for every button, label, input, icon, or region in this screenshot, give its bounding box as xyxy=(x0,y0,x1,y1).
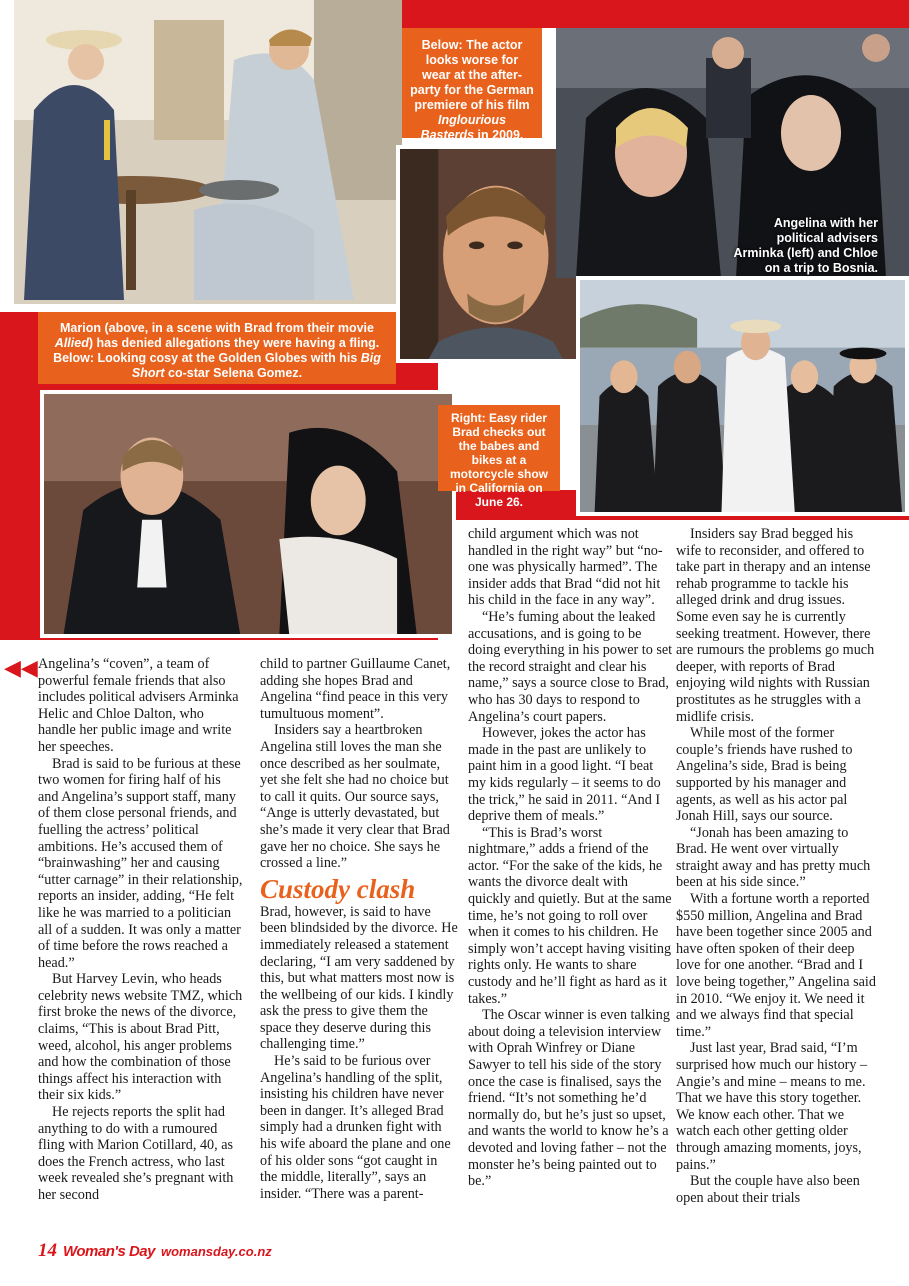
article-paragraph: “This is Brad’s worst nightmare,” adds a friend of the actor. “For the sake of the kids, he wants the divorce dealt with quickly and quietly. But at the same time, he’s not going to roll over when it comes to his children. He simply won’t accept having visiting rights only. He wants to share custody and he’ll fight as hard as it takes.” xyxy=(468,824,672,1007)
article-paragraph: He rejects reports the split had anything to do with a rumoured fling with Marion Cotillard, 40, as does the French actress, who last week revealed she’s pregnant with her second xyxy=(38,1104,234,1203)
continue-arrows-icon: ◀◀ xyxy=(4,656,38,681)
article-paragraph: With a fortune worth a reported $550 million, Angelina and Brad have been together since 2005 and have often spoken of their deep love for one another. “Brad and I love being together,” Angelina said in 2010. “We enjoy it. We need it and we always find that special time.” xyxy=(676,891,876,1040)
caption-inglourious: Below: The actor looks worse for wear at the after-party for the German premiere of his film Inglourious Basterds in 2009. xyxy=(402,28,542,138)
article-paragraph: Insiders say Brad begged his wife to reconsider, and offered to take part in therapy and an intense rehab programme to tackle his alleged drink and drug issues. Some even say he is currently seeking treatment. However, there are rumours the problems go much deeper, with reports of Brad enjoying wild nights with Russian prostitutes as he struggles with a midlife crisis. xyxy=(676,526,875,725)
caption-easy-rider: Right: Easy rider Brad checks out the babes and bikes at a motorcycle show in California on June 26. xyxy=(438,405,560,491)
page-number: 14 xyxy=(38,1240,57,1261)
article-paragraph: child argument which was not handled in the right way” but “no-one was physically harmed”. The insider adds that Brad “did not hit his child in the face in any way”. xyxy=(468,526,663,609)
red-banner-top xyxy=(402,0,909,28)
article-paragraph: However, jokes the actor has made in the past are unlikely to paint him in a good light. “I beat my kids regularly – it seems to do the trick,” he said in 2011. “And I deprive them of meals.” xyxy=(468,725,661,825)
caption-marion: Marion (above, in a scene with Brad from their movie Allied) has denied allegations they were having a fling. Below: Looking cosy at the Golden Globes with his Big Short co-star Selena Gomez. xyxy=(38,312,396,384)
article-paragraph: Brad, however, is said to have been blindsided by the divorce. He immediately released a statement declaring, “I am very saddened by this, but what matters most now is the wellbeing of our kids. I kindly ask the press to give them the space they deserve during this challenging time.” xyxy=(260,903,458,1053)
article-paragraph: He’s said to be furious over Angelina’s handling of the split, insisting his children have never been in danger. It’s alleged Brad simply had a drunken fight with his wife aboard the plane and one of his older sons “got caught in the middle, literally”, says an insider. “There was a parent- xyxy=(260,1053,451,1202)
article-paragraph: “He’s fuming about the leaked accusations, and is going to be doing everything in his power to set the record straight and clear his name,” says a source close to Brad, who has 30 days to respond to Angelina’s court papers. xyxy=(468,608,673,725)
article-column-4 xyxy=(676,526,876,1206)
page-footer xyxy=(38,1240,272,1266)
article-paragraph: Insiders say a heartbroken Angelina still loves the man she once described as her soulmate, yet she felt she had no choice but to call it quits. Our source says, “Ange is utterly devastated, but she’s made it very clear that Brad gave her no choice. She says he crossed a line.” xyxy=(260,722,450,872)
article-paragraph: “Jonah has been amazing to Brad. He went over virtually straight away and has pretty much been at his side since.” xyxy=(676,824,871,891)
caption-bosnia: Angelina with her political advisers Arminka (left) and Chloe on a trip to Bosnia. xyxy=(733,216,878,275)
red-banner-left xyxy=(0,312,38,640)
photo-allied-scene xyxy=(14,0,402,304)
photo-motorcycle-show xyxy=(576,276,909,516)
article-column-1 xyxy=(38,656,244,1204)
article-paragraph: Brad is said to be furious at these two women for firing half of his and Angelina’s support staff, many of them close personal friends, and fuelling the actress’ political ambitions. He’s accused them of “brainwashing” her and causing “utter carnage” in their relationship, reports an insider, adding, “He felt like he was married to a politician all of a sudden. It was only a matter of time before the rows reached a head.” xyxy=(38,755,243,971)
article-paragraph: But the couple have also been open about their trials xyxy=(676,1173,860,1206)
magazine-brand: Woman's Day xyxy=(63,1243,155,1260)
article-paragraph: Angelina’s “coven”, a team of powerful female friends that also includes political advisers Arminka Helic and Chloe Dalton, who handle her public image and write her speeches. xyxy=(38,656,239,755)
article-paragraph: The Oscar winner is even talking about doing a television interview with Oprah Winfrey or Diane Sawyer to tell his side of the story once the case is finalised, says the friend. “It’s not something he’d normally do, but he’s just so upset, and wants the world to know he’s a devoted and loving father – not the monster he’s being painted out to be.” xyxy=(468,1007,670,1190)
photo-golden-globes xyxy=(40,390,456,638)
article-paragraph: But Harvey Levin, who heads celebrity news website TMZ, which first broke the news of the divorce, claims, “This is about Brad Pitt, weed, alcohol, his anger problems and how the combination of those things affect his interaction with their six kids.” xyxy=(38,971,243,1104)
website-link[interactable]: womansday.co.nz xyxy=(161,1244,272,1259)
article-column-2 xyxy=(260,656,458,1202)
article-column-3 xyxy=(468,526,673,1190)
section-heading: Custody clash xyxy=(260,873,416,904)
article-paragraph: Just last year, Brad said, “I’m surprised how much our history – Angie’s and mine – means to me. That we have this story together. We know each other. That we watch each other getting older through amazing moments, joys, pains.” xyxy=(676,1040,868,1173)
article-paragraph: While most of the former couple’s friends have rushed to Angelina’s side, Brad is being supported by his manager and agents, as well as his actor pal Jonah Hill, says our source. xyxy=(676,725,853,825)
article-paragraph: child to partner Guillaume Canet, adding she hopes Brad and Angelina “find peace in this very tumultuous moment”. xyxy=(260,656,451,722)
